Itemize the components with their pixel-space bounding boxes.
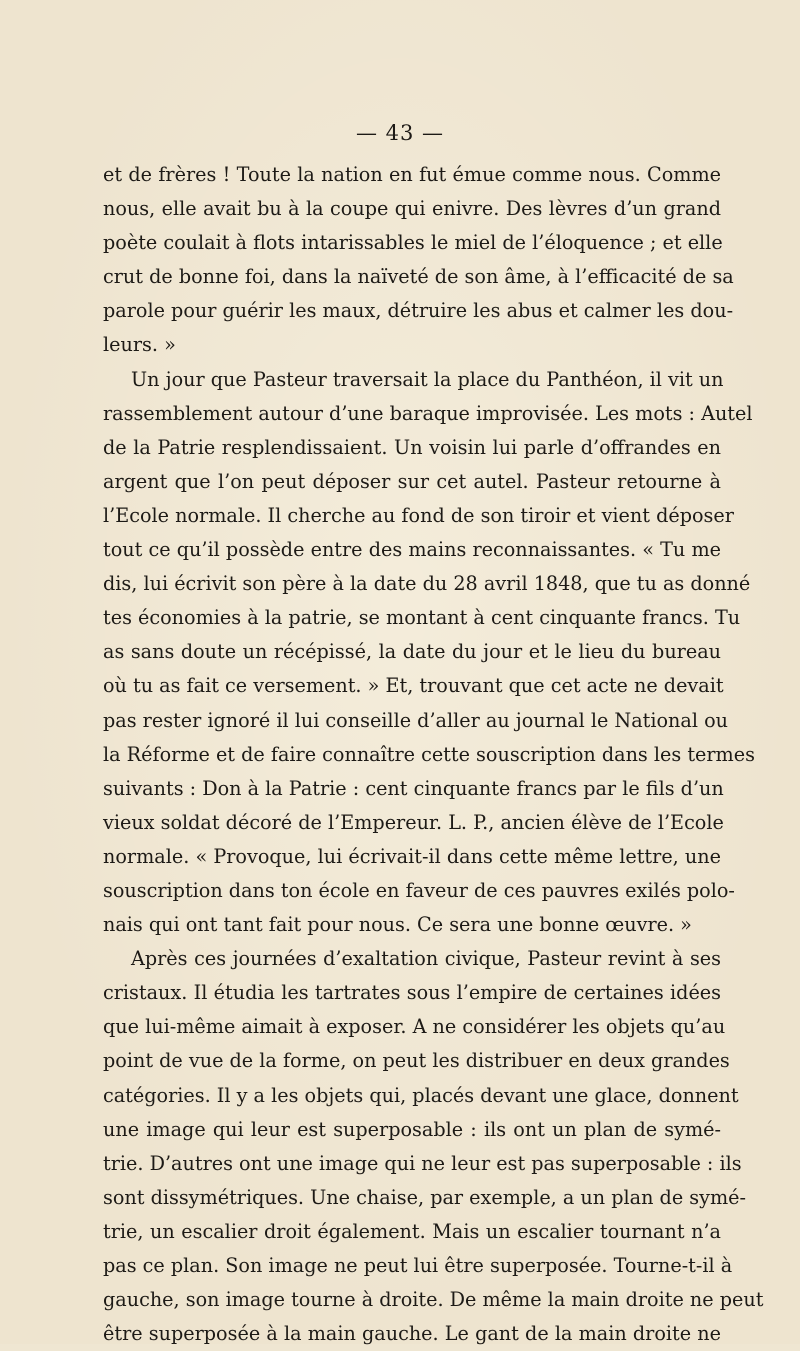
text-line: être superposée à la main gauche. Le gant de la main droite ne: [103, 1322, 721, 1346]
text-line: pas rester ignoré il lui conseille d’aller au journal le National ou: [103, 708, 728, 732]
text-line: tes économies à la patrie, se montant à cent cinquante francs. Tu: [103, 606, 741, 630]
text-line: cristaux. Il étudia les tartrates sous l’empire de certaines idées: [103, 981, 721, 1005]
text-line: l’Ecole normale. Il cherche au fond de son tiroir et vient déposer: [103, 503, 734, 527]
text-line: tout ce qu’il possède entre des mains reconnaissantes. « Tu me: [103, 538, 721, 562]
text-line: parole pour guérir les maux, détruire les abus et calmer les dou-: [103, 299, 734, 323]
text-line: dis, lui écrivit son père à la date du 28 avril 1848, que tu as donné: [103, 572, 751, 596]
text-line: argent que l’on peut déposer sur cet autel. Pasteur retourne à: [103, 469, 721, 493]
text-line: et de frères ! Toute la nation en fut émue comme nous. Comme: [103, 163, 721, 186]
text-line: de la Patrie resplendissaient. Un voisin lui parle d’offrandes en: [103, 435, 721, 459]
text-line: normale. « Provoque, lui écrivait-il dans cette même lettre, une: [103, 844, 721, 868]
text-line: que lui-même aimait à exposer. A ne considérer les objets qu’au: [103, 1015, 726, 1039]
text-line: nais qui ont tant fait pour nous. Ce sera une bonne œuvre. »: [103, 913, 692, 937]
text-line: point de vue de la forme, on peut les distribuer en deux grandes: [103, 1049, 730, 1073]
text-line: souscription dans ton école en faveur de ces pauvres exilés polo-: [103, 878, 735, 902]
text-line: Un jour que Pasteur traversait la place du Panthéon, il vit un: [131, 367, 724, 391]
text-line: nous, elle avait bu à la coupe qui enivre. Des lèvres d’un grand: [103, 197, 721, 221]
text-line: vieux soldat décoré de l’Empereur. L. P., ancien élève de l’Ecole: [103, 810, 724, 834]
text-line: une image qui leur est superposable : ils ont un plan de symé-: [103, 1117, 721, 1141]
text-line: trie. D’autres ont une image qui ne leur est pas superposable : ils: [103, 1151, 742, 1175]
text-line: gauche, son image tourne à droite. De même la main droite ne peut: [103, 1288, 764, 1312]
text-line: rassemblement autour d’une baraque improvisée. Les mots : Autel: [103, 401, 753, 425]
body-text: [103, 158, 764, 1351]
text-line: catégories. Il y a les objets qui, placés devant une glace, donnent: [103, 1083, 739, 1107]
page-number: — 43 —: [355, 121, 445, 145]
text-line: crut de bonne foi, dans la naïveté de son âme, à l’efficacité de sa: [103, 265, 734, 289]
text-line: leurs. »: [103, 333, 176, 357]
text-line: as sans doute un récépissé, la date du jour et le lieu du bureau: [103, 640, 721, 664]
text-line: sont dissymétriques. Une chaise, par exemple, a un plan de symé-: [103, 1185, 747, 1209]
text-line: suivants : Don à la Patrie : cent cinquante francs par le fils d’un: [103, 776, 724, 800]
text-line: poète coulait à flots intarissables le miel de l’éloquence ; et elle: [103, 231, 723, 255]
text-line: Après ces journées d’exaltation civique, Pasteur revint à ses: [131, 947, 721, 971]
text-line: trie, un escalier droit également. Mais un escalier tournant n’a: [103, 1219, 721, 1243]
text-line: pas ce plan. Son image ne peut lui être superposée. Tourne-t-il à: [103, 1254, 733, 1277]
text-line: où tu as fait ce versement. » Et, trouvant que cet acte ne devait: [103, 674, 724, 698]
text-line: la Réforme et de faire connaître cette souscription dans les termes: [103, 742, 755, 766]
